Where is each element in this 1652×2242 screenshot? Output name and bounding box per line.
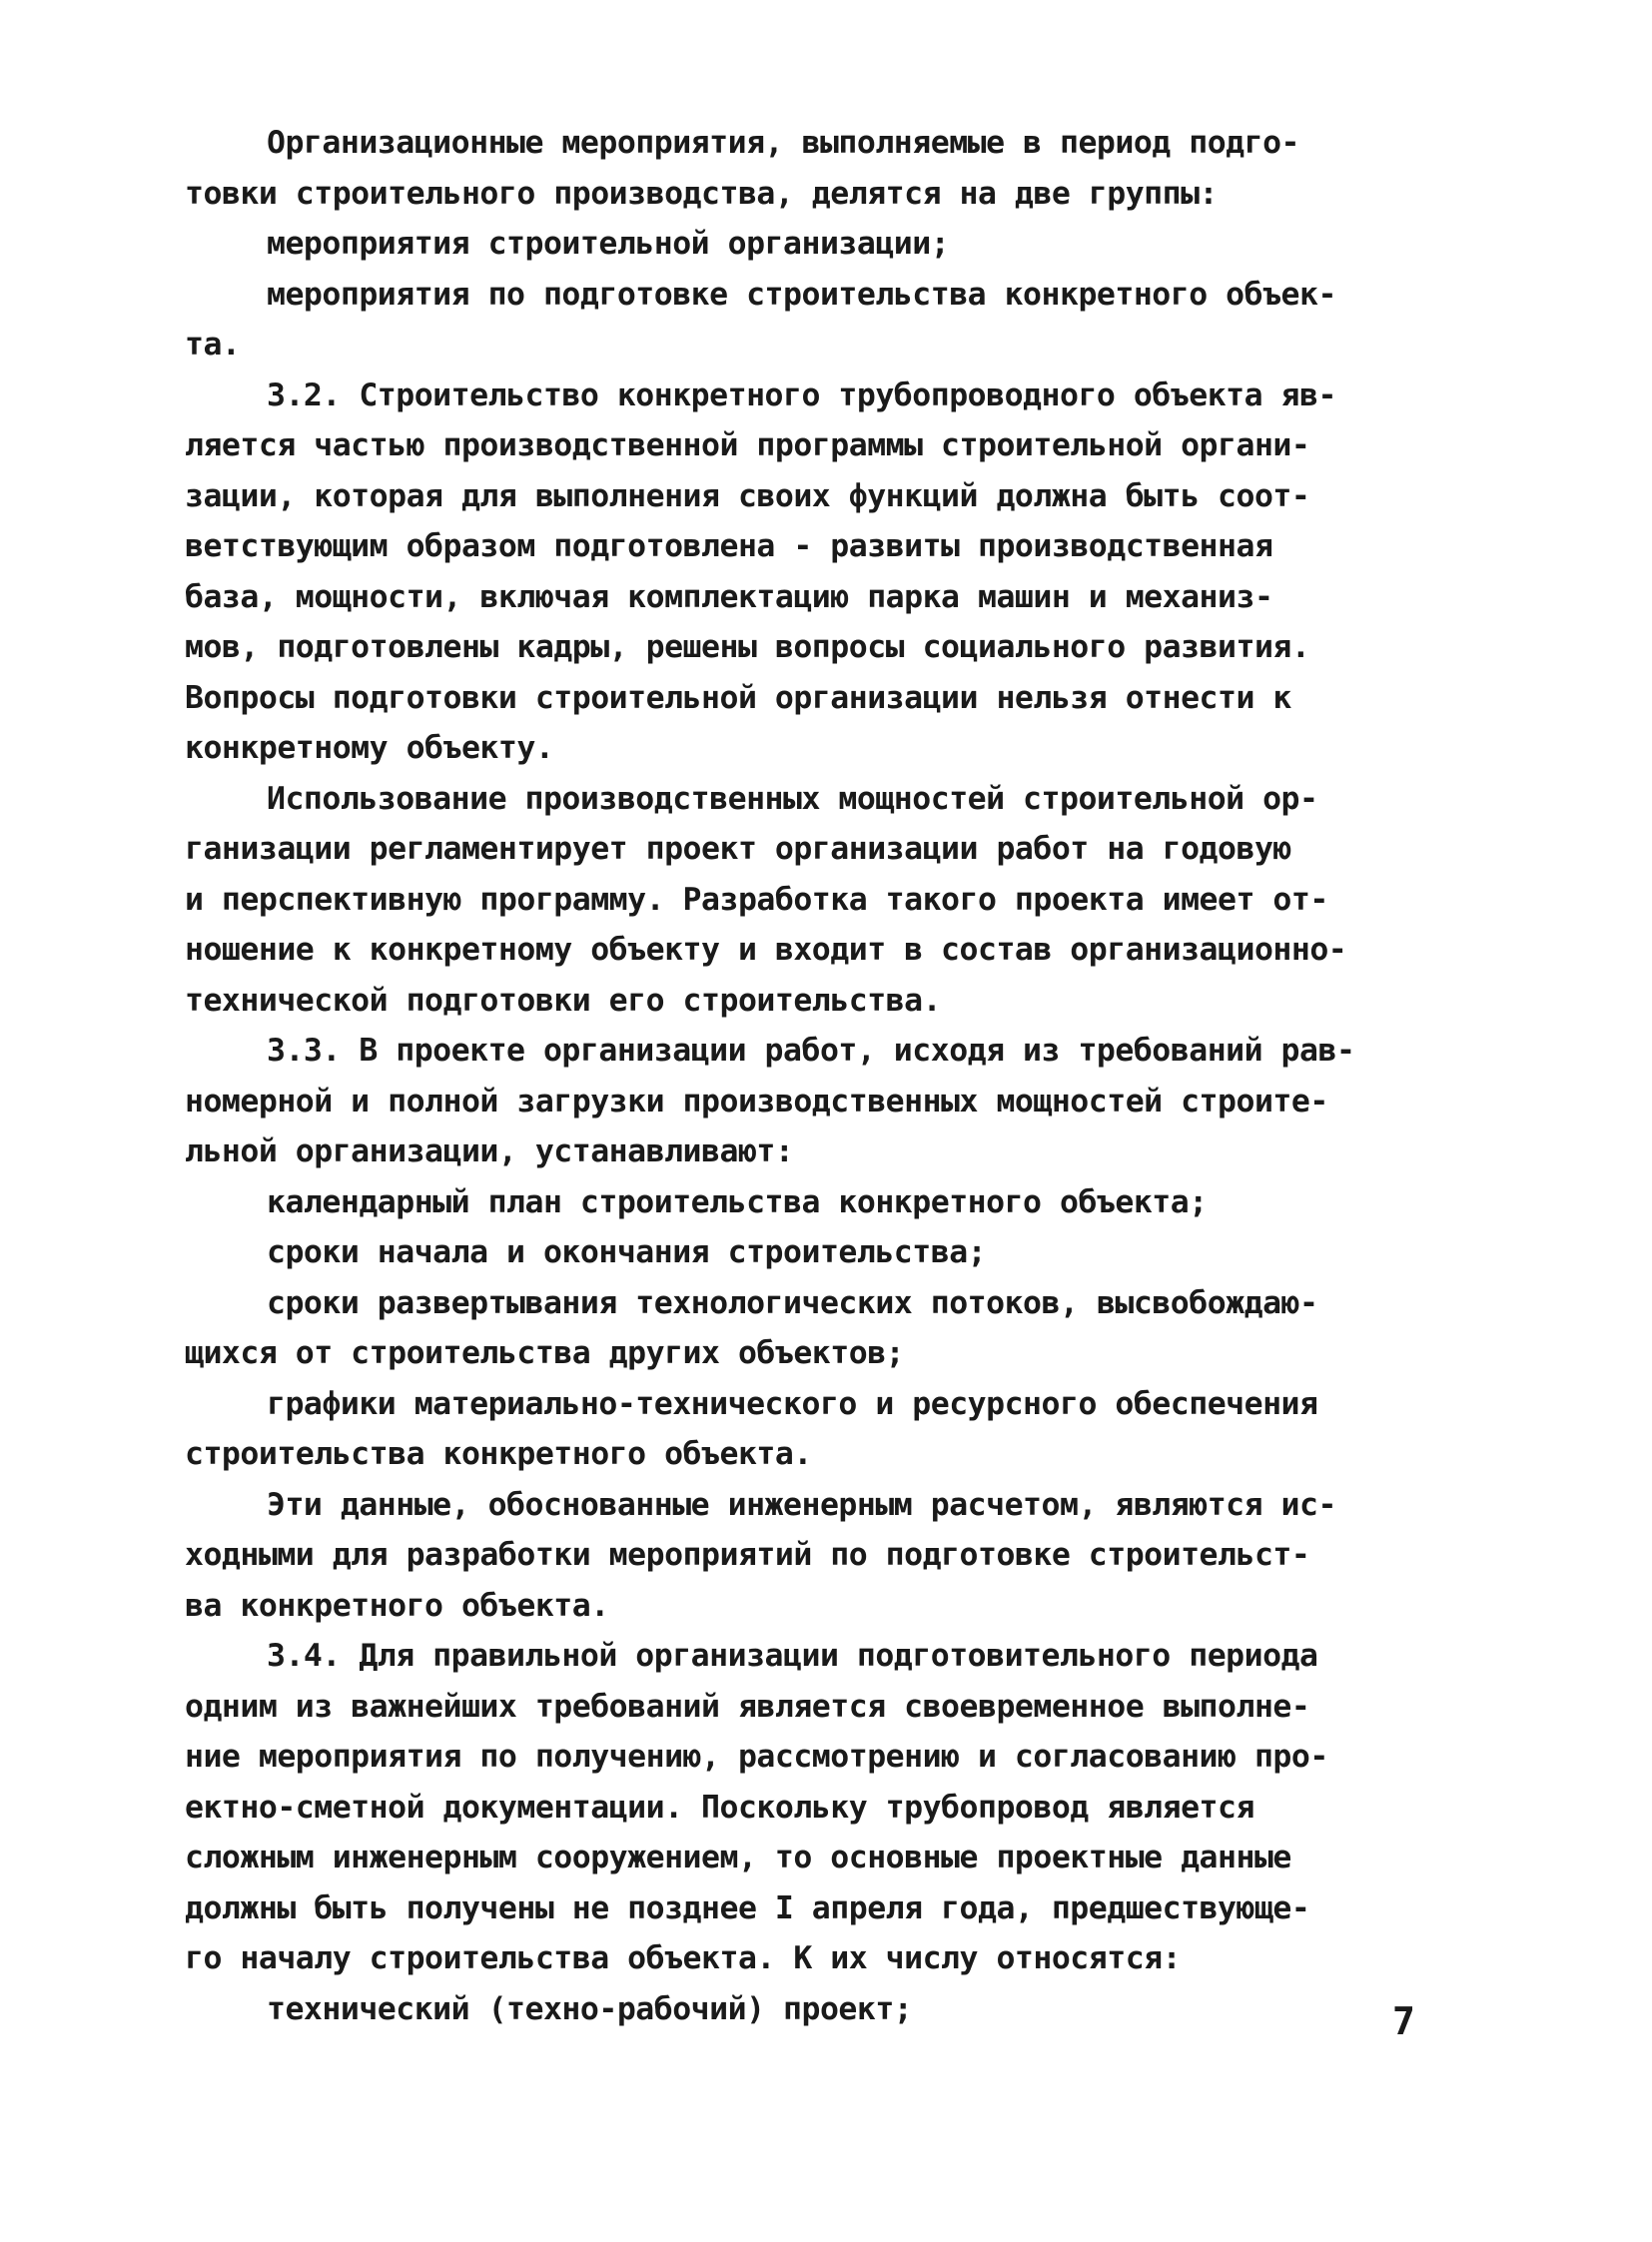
text-line: технической подготовки его строительства. [185, 982, 942, 1019]
text-line: одним из важнейших требований является своевременное выполне- [185, 1688, 1310, 1725]
text-line: ветствующим образом подготовлена - развиты производственная [185, 528, 1273, 564]
text-line: го началу строительства объекта. К их числу относятся: [185, 1940, 1182, 1976]
page-number: 7 [1392, 1999, 1415, 2043]
text-line: сроки начала и окончания строительства; [267, 1234, 987, 1270]
text-line: Эти данные, обоснованные инженерным расчетом, являются ис- [267, 1486, 1336, 1523]
text-line: та. [185, 327, 241, 363]
text-line: база, мощности, включая комплектацию парка машин и механиз- [185, 578, 1273, 615]
text-line: товки строительного производства, делятся на две группы: [185, 175, 1219, 212]
text-line: графики материально-технического и ресурсного обеспечения [267, 1385, 1318, 1422]
text-line: щихся от строительства других объектов; [185, 1335, 905, 1371]
text-line: ектно-сметной документации. Поскольку трубопровод является [185, 1789, 1254, 1826]
text-line: строительства конкретного объекта. [185, 1436, 812, 1472]
text-line: календарный план строительства конкретного объекта; [267, 1183, 1208, 1220]
text-line: Использование производственных мощностей строительной ор- [267, 780, 1318, 817]
text-line: конкретному объекту. [185, 730, 554, 766]
text-line: ходными для разработки мероприятий по подготовке строительст- [185, 1537, 1310, 1573]
text-line: Вопросы подготовки строительной организации нельзя отнести к [185, 679, 1291, 716]
text-line: льной организации, устанавливают: [185, 1133, 794, 1169]
text-line: должны быть получены не позднее I апреля года, предшествующе- [185, 1889, 1310, 1926]
text-line: 3.3. В проекте организации работ, исходя из требований рав- [267, 1033, 1355, 1069]
text-line: мов, подготовлены кадры, решены вопросы социального развития. [185, 629, 1310, 665]
text-line: ганизации регламентирует проект организации работ на годовую [185, 831, 1291, 867]
text-line: технический (техно-рабочий) проект; [267, 1990, 913, 2027]
body-text [185, 118, 1453, 2034]
text-line: ва конкретного объекта. [185, 1587, 609, 1624]
text-line: 3.4. Для правильной организации подготовительного периода [267, 1638, 1318, 1674]
text-line: номерной и полной загрузки производственных мощностей строите- [185, 1083, 1328, 1120]
text-line: ляется частью производственной программы строительной органи- [185, 427, 1310, 463]
text-line: ние мероприятия по получению, рассмотрению и согласованию про- [185, 1739, 1328, 1775]
text-line: Организационные мероприятия, выполняемые в период подго- [267, 125, 1300, 161]
text-line: сложным инженерным сооружением, то основные проектные данные [185, 1840, 1291, 1875]
text-line: зации, которая для выполнения своих функций должна быть соот- [185, 477, 1310, 514]
text-line: сроки развертывания технологических потоков, высвобождаю- [267, 1284, 1318, 1321]
text-line: и перспективную программу. Разработка такого проекта имеет от- [185, 881, 1328, 918]
text-line: 3.2. Строительство конкретного трубопроводного объекта яв- [267, 376, 1336, 413]
text-line: ношение к конкретному объекту и входит в состав организационно- [185, 932, 1347, 968]
text-line: мероприятия по подготовке строительства конкретного объек- [267, 276, 1336, 313]
text-line: мероприятия строительной организации; [267, 226, 950, 262]
